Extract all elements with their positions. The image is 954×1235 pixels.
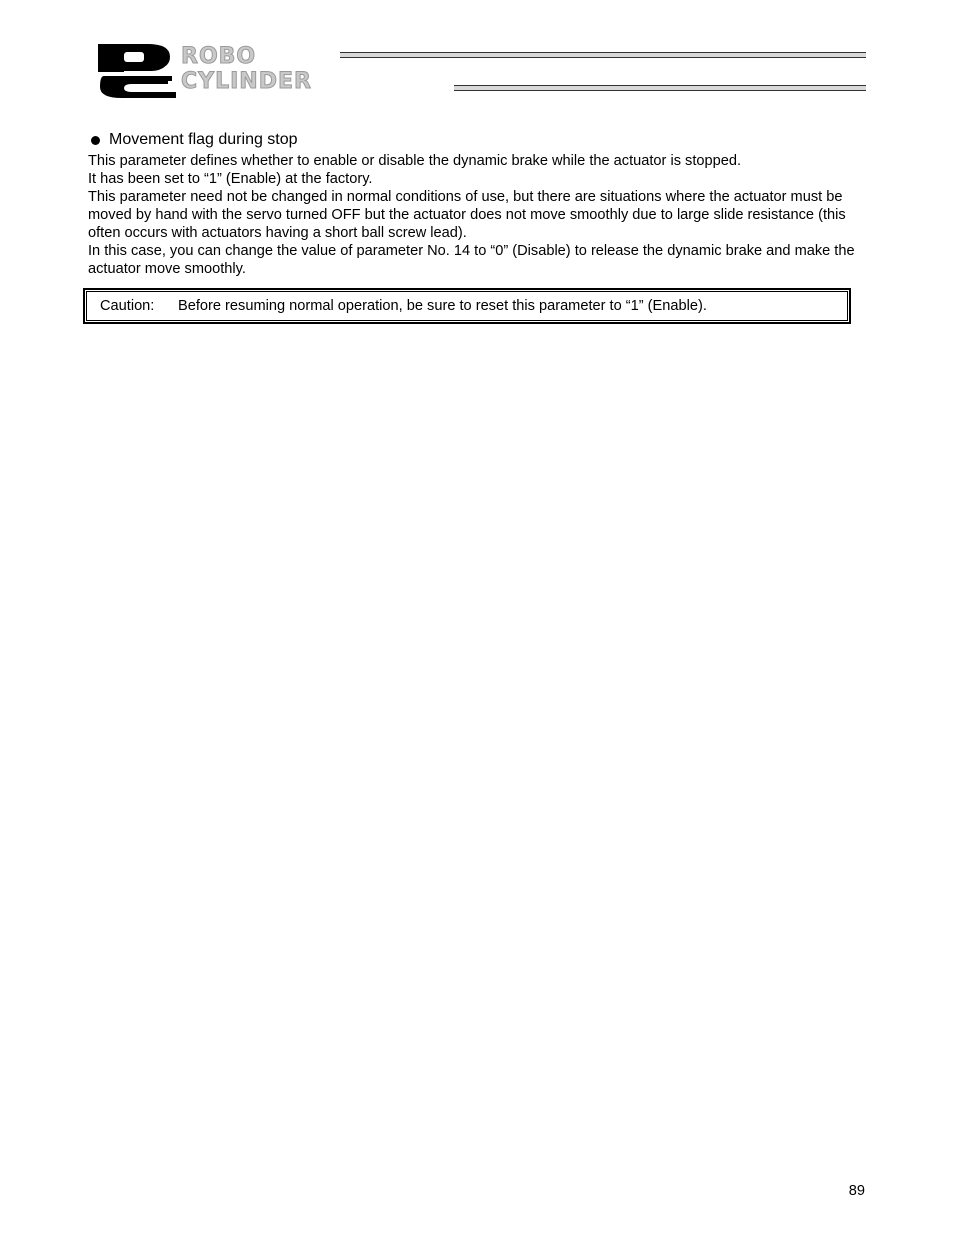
main-content	[88, 130, 858, 278]
paragraph: This parameter need not be changed in normal conditions of use, but there are situations where the actuator must be moved by hand with the servo turned OFF but the actuator does not move smoothly due to large slide resistance (this often occurs with actuators having a short ball screw lead).	[88, 189, 846, 241]
page-header	[94, 40, 866, 102]
caution-label: Caution:	[100, 298, 155, 314]
header-rule-bottom	[454, 85, 866, 91]
section-heading-text: Movement flag during stop	[109, 131, 298, 148]
paragraph: In this case, you can change the value of parameter No. 14 to “0” (Disable) to release the dynamic brake and make the actuator move smoothly.	[88, 243, 855, 277]
logo-word-cylinder: CYLINDER	[181, 69, 312, 94]
paragraph: It has been set to “1” (Enable) at the factory.	[88, 171, 373, 187]
caution-box	[83, 288, 851, 324]
paragraph: This parameter defines whether to enable or disable the dynamic brake while the actuator is stopped.	[88, 153, 742, 169]
page-number: 89	[848, 1183, 865, 1199]
bullet-icon	[91, 136, 100, 145]
logo-word-robo: ROBO	[181, 44, 257, 69]
section-body	[88, 152, 858, 278]
caution-text: Before resuming normal operation, be sure to reset this parameter to “1” (Enable).	[178, 298, 707, 314]
header-rule-top	[340, 52, 866, 58]
rc-logo-icon	[94, 40, 178, 100]
section-heading	[88, 130, 858, 150]
